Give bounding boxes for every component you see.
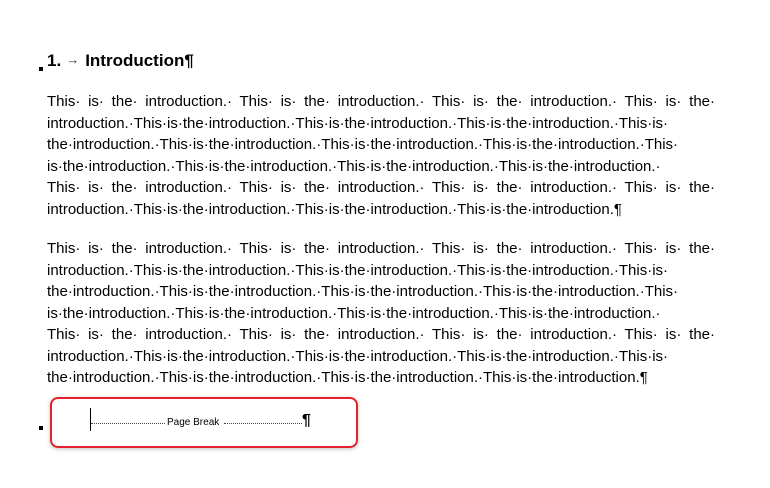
- paragraph-line: the·introduction.·This·is·the·introduction.·This·is·the·introduction.·This·is·the·introduction.¶: [47, 369, 648, 386]
- text-cursor: [90, 408, 91, 431]
- paragraph-line: introduction.·This·is·the·introduction.·This·is·the·introduction.·This·is·the·introduction.·This·is·: [47, 261, 669, 279]
- paragraph-line: This· is· the· introduction.· This· is· the· introduction.· This· is· the· introduction.· This· is· the·: [47, 179, 715, 196]
- paragraph-line: introduction.·This·is·the·introduction.·This·is·the·introduction.·This·is·the·introduction.·This·is·: [47, 347, 669, 365]
- paragraph-line: introduction.·This·is·the·introduction.·This·is·the·introduction.·This·is·the·introduction.¶: [47, 200, 622, 218]
- pilcrow-mark: ¶: [302, 412, 311, 429]
- paragraph-line: introduction.·This·is·the·introduction.·This·is·the·introduction.·This·is·the·introduction.·This·is·: [47, 114, 669, 132]
- paragraph-line: This· is· the· introduction.· This· is· the· introduction.· This· is· the· introduction.· This· is· the·: [47, 326, 715, 343]
- pilcrow-mark: ¶: [184, 51, 194, 70]
- page-break-highlight: [50, 397, 358, 448]
- paragraph-line: is·the·introduction.·This·is·the·introduction.·This·is·the·introduction.·This·is·the·introduction.·: [47, 304, 661, 322]
- heading-number: 1.: [47, 51, 62, 70]
- paragraph-1[interactable]: [47, 91, 715, 220]
- page-break-line-left: [91, 423, 167, 424]
- page-break-label[interactable]: Page Break: [167, 417, 220, 428]
- tab-mark-icon: →: [66, 52, 80, 67]
- page-break-line-right: [224, 423, 302, 424]
- heading-introduction[interactable]: [47, 49, 194, 74]
- paragraph-line: This· is· the· introduction.· This· is· the· introduction.· This· is· the· introduction.· This· is· the·: [47, 93, 715, 110]
- paragraph-line: This· is· the· introduction.· This· is· the· introduction.· This· is· the· introduction.· This· is· the·: [47, 240, 715, 257]
- paragraph-format-mark: [39, 67, 43, 71]
- heading-title: Introduction: [85, 51, 185, 70]
- paragraph-format-mark: [39, 426, 43, 430]
- paragraph-line: the·introduction.·This·is·the·introduction.·This·is·the·introduction.·This·is·the·introduction.·This·: [47, 283, 679, 300]
- paragraph-line: is·the·introduction.·This·is·the·introduction.·This·is·the·introduction.·This·is·the·introduction.·: [47, 157, 661, 175]
- paragraph-2[interactable]: [47, 238, 715, 389]
- paragraph-line: the·introduction.·This·is·the·introduction.·This·is·the·introduction.·This·is·the·introduction.·This·: [47, 136, 679, 153]
